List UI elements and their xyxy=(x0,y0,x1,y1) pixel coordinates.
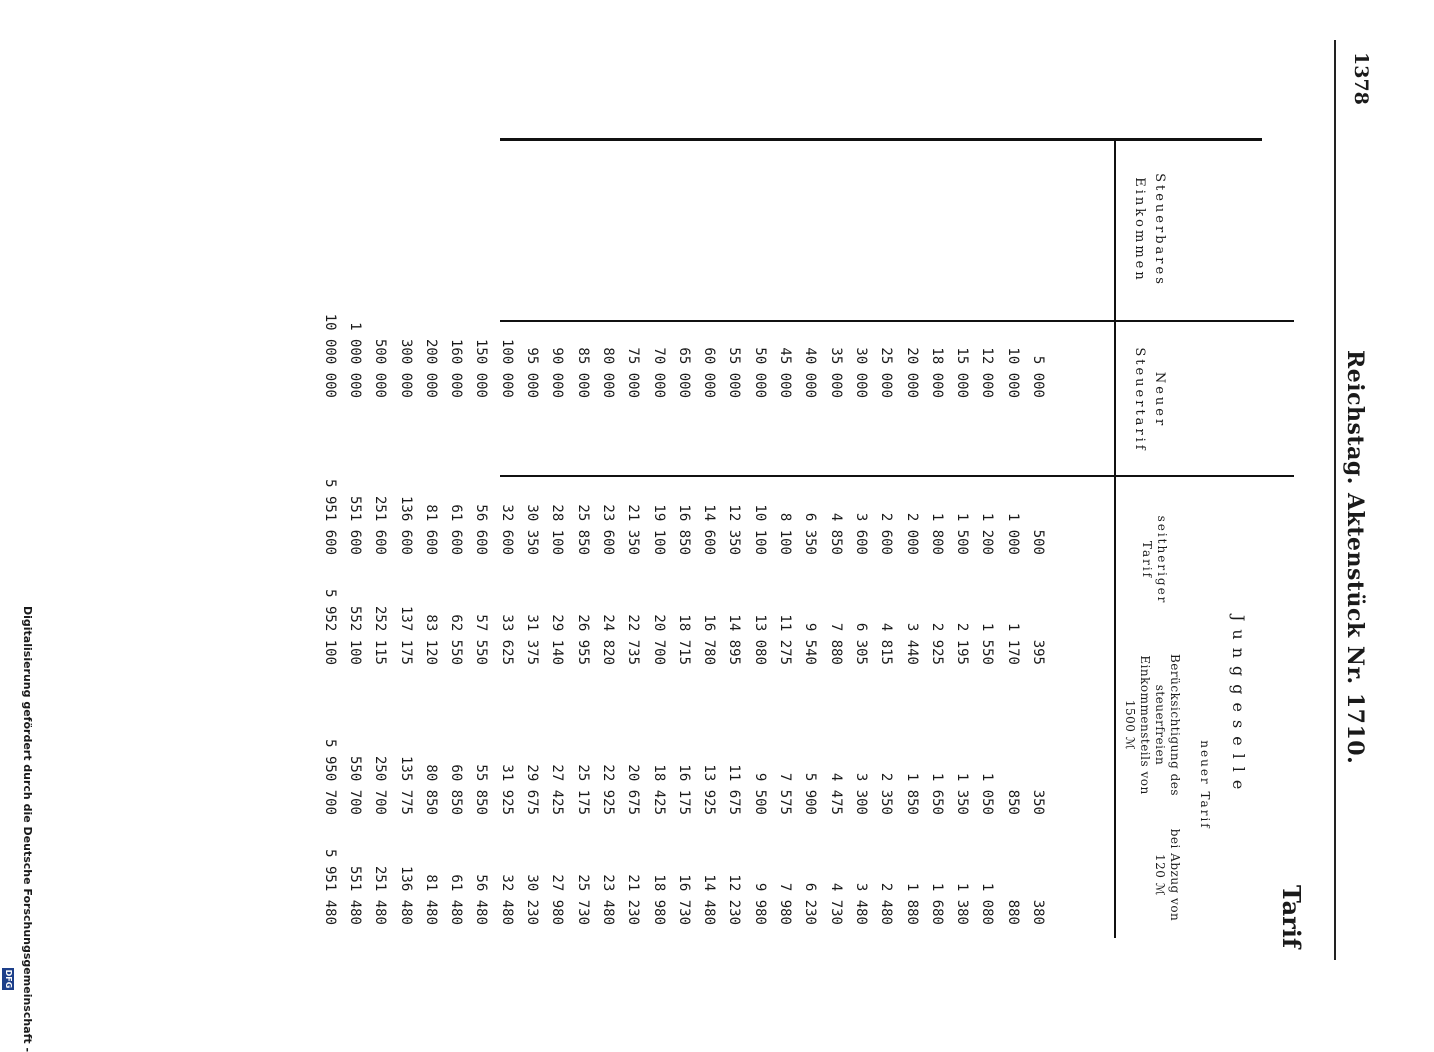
table-cell: 19 100 xyxy=(650,504,667,555)
table-cell: 14 600 xyxy=(701,504,718,555)
table-cell: 1 080 xyxy=(979,882,996,925)
table-cell: 136 600 xyxy=(397,495,414,555)
header-rule xyxy=(1334,40,1336,960)
table-row xyxy=(844,140,869,925)
table-cell: 50 000 xyxy=(751,347,768,398)
table-cell: 20 000 xyxy=(903,347,920,398)
table-cell: 1 650 xyxy=(928,772,945,815)
table-cell: 30 230 xyxy=(524,874,541,925)
table-row xyxy=(616,140,642,925)
group-heading: Junggeselle xyxy=(1229,615,1248,798)
table-cell: 12 000 xyxy=(979,347,996,398)
table-cell: 2 480 xyxy=(878,882,895,925)
table-cell: 1 380 xyxy=(954,882,971,925)
section-heading: Tarif xyxy=(1277,885,1306,949)
table-row xyxy=(641,140,667,925)
table-cell: 16 730 xyxy=(675,874,692,925)
table-cell: 23 600 xyxy=(599,504,616,555)
table-cell: 80 850 xyxy=(422,764,439,815)
table-row xyxy=(414,140,439,925)
table-row xyxy=(920,140,945,925)
table-cell: 2 000 xyxy=(903,512,920,555)
table-row xyxy=(439,140,465,925)
table-cell: 45 000 xyxy=(777,347,794,398)
table-row xyxy=(565,140,591,925)
table-cell: 9 500 xyxy=(751,772,768,815)
table-row xyxy=(970,140,996,925)
table-cell: 16 850 xyxy=(675,504,692,555)
table-cell: 95 000 xyxy=(524,347,541,398)
table-cell: 4 475 xyxy=(827,772,844,815)
table-cell: 1 000 xyxy=(1004,512,1021,555)
table-cell: 136 480 xyxy=(397,865,414,925)
table-row xyxy=(692,140,718,925)
table-cell: 21 350 xyxy=(625,504,642,555)
table-cell: 24 820 xyxy=(599,614,616,665)
table-cell: 60 850 xyxy=(448,764,465,815)
table-cell: 500 000 xyxy=(372,338,389,398)
table-cell: 251 480 xyxy=(372,865,389,925)
table-cell: 20 675 xyxy=(625,764,642,815)
table-row xyxy=(768,140,794,925)
table-cell: 80 000 xyxy=(599,347,616,398)
table-cell: 5 900 xyxy=(802,772,819,815)
table-cell: 395 xyxy=(1030,639,1046,665)
table-cell: 550 700 xyxy=(346,755,363,815)
table-cell: 70 000 xyxy=(650,347,667,398)
table-cell: 25 850 xyxy=(574,504,591,555)
table-cell: 2 350 xyxy=(878,772,895,815)
running-title: Reichstag. Aktenstück Nr. 1710. xyxy=(1342,350,1368,765)
table-row xyxy=(540,140,566,925)
table-cell: 1 350 xyxy=(954,772,971,815)
table-cell: 55 850 xyxy=(473,764,490,815)
table-cell: 551 480 xyxy=(346,865,363,925)
table-cell: 250 700 xyxy=(372,755,389,815)
header-new-tariff: Neuer Steuertarif xyxy=(1131,347,1167,453)
table-cell: 11 675 xyxy=(726,764,743,815)
table-cell: 18 715 xyxy=(675,614,692,665)
table-cell: 81 600 xyxy=(422,504,439,555)
table-row xyxy=(945,140,971,925)
table-cell: 1 680 xyxy=(928,882,945,925)
header-exempt-part: Berücksichtigung des steuerfreien Einkommensteils von 1500 ℳ xyxy=(1123,653,1182,797)
table-cell: 2 195 xyxy=(954,622,971,665)
header-new-tariff-group: neuer Tarif xyxy=(1198,740,1212,830)
table-row xyxy=(717,140,743,925)
table-cell: 850 xyxy=(1004,789,1021,815)
table-cell: 29 140 xyxy=(549,614,566,665)
table-cell: 35 000 xyxy=(827,347,844,398)
table-cell: 32 600 xyxy=(498,504,515,555)
table-cell: 56 480 xyxy=(473,874,490,925)
table-cell: 5 950 700 xyxy=(321,739,338,815)
table-cell: 1 800 xyxy=(928,512,945,555)
table-cell: 65 000 xyxy=(675,347,692,398)
table-cell: 251 600 xyxy=(372,495,389,555)
table-row xyxy=(818,140,844,925)
table-cell: 33 625 xyxy=(498,614,515,665)
table-cell: 1 550 xyxy=(979,622,996,665)
table-cell: 8 100 xyxy=(777,512,794,555)
table-cell: 1 000 000 xyxy=(346,322,363,398)
table-cell: 1 880 xyxy=(903,882,920,925)
table-row xyxy=(363,140,389,925)
table-cell: 7 575 xyxy=(777,772,794,815)
table-cell: 10 000 xyxy=(1004,347,1021,398)
table-cell: 100 000 xyxy=(498,338,515,398)
table-cell: 350 xyxy=(1030,789,1046,815)
table-row xyxy=(312,140,338,925)
table-cell: 29 675 xyxy=(524,764,541,815)
table-cell: 85 000 xyxy=(574,347,591,398)
table-cell: 23 480 xyxy=(599,874,616,925)
table-cell: 4 815 xyxy=(878,622,895,665)
table-cell: 160 000 xyxy=(448,338,465,398)
table-cell: 6 305 xyxy=(852,622,869,665)
table-cell: 18 980 xyxy=(650,874,667,925)
table-cell: 25 175 xyxy=(574,764,591,815)
table-cell: 2 925 xyxy=(928,622,945,665)
table-cell: 14 895 xyxy=(726,614,743,665)
table-cell: 26 955 xyxy=(574,614,591,665)
tariff-table-body xyxy=(312,140,1046,925)
table-cell: 380 xyxy=(1030,899,1046,925)
table-row xyxy=(464,140,490,925)
table-cell: 12 350 xyxy=(726,504,743,555)
table-cell: 55 000 xyxy=(726,347,743,398)
table-row xyxy=(338,140,363,925)
table-cell: 56 600 xyxy=(473,504,490,555)
table-row xyxy=(591,140,616,925)
table-cell: 6 350 xyxy=(802,512,819,555)
table-cell: 83 120 xyxy=(422,614,439,665)
table-cell: 31 925 xyxy=(498,764,515,815)
table-cell: 150 000 xyxy=(473,338,490,398)
table-row xyxy=(793,140,819,925)
table-row xyxy=(995,140,1021,925)
table-cell: 3 600 xyxy=(852,512,869,555)
table-cell: 12 230 xyxy=(726,874,743,925)
table-cell: 552 100 xyxy=(346,605,363,665)
table-cell: 1 500 xyxy=(954,512,971,555)
table-cell: 90 000 xyxy=(549,347,566,398)
table-cell: 10 000 000 xyxy=(321,313,338,398)
table-cell: 4 730 xyxy=(827,882,844,925)
table-cell: 7 980 xyxy=(777,882,794,925)
table-cell: 5 000 xyxy=(1030,355,1046,398)
table-cell: 62 550 xyxy=(448,614,465,665)
table-cell: 16 780 xyxy=(701,614,718,665)
table-row xyxy=(489,140,515,925)
table-cell: 30 000 xyxy=(852,347,869,398)
table-cell: 18 000 xyxy=(928,347,945,398)
table-cell: 20 700 xyxy=(650,614,667,665)
table-cell: 3 300 xyxy=(852,772,869,815)
table-cell: 5 951 480 xyxy=(321,849,338,925)
table-cell: 21 230 xyxy=(625,874,642,925)
page-number: 1378 xyxy=(1350,52,1372,105)
table-cell: 9 540 xyxy=(802,622,819,665)
header-income: Steuerbares Einkommen xyxy=(1131,173,1167,287)
table-cell: 11 275 xyxy=(777,614,794,665)
table-cell: 32 480 xyxy=(498,874,515,925)
dfg-credit: Digitalisierung gefördert durch die Deutsche Forschungsgemeinschaft - xyxy=(21,606,34,1052)
table-row xyxy=(515,140,541,925)
table-cell: 25 000 xyxy=(878,347,895,398)
table-cell: 61 600 xyxy=(448,504,465,555)
table-cell: 2 600 xyxy=(878,512,895,555)
table-cell: 60 000 xyxy=(701,347,718,398)
table-cell: 40 000 xyxy=(802,347,819,398)
table-cell: 200 000 xyxy=(422,338,439,398)
table-cell: 137 175 xyxy=(397,605,414,665)
table-row xyxy=(1021,140,1046,925)
table-cell: 25 730 xyxy=(574,874,591,925)
table-cell: 14 480 xyxy=(701,874,718,925)
table-cell: 27 425 xyxy=(549,764,566,815)
table-cell: 10 100 xyxy=(751,504,768,555)
table-cell: 57 550 xyxy=(473,614,490,665)
table-cell: 18 425 xyxy=(650,764,667,815)
table-cell: 551 600 xyxy=(346,495,363,555)
table-cell: 880 xyxy=(1004,899,1021,925)
table-cell: 81 480 xyxy=(422,874,439,925)
table-cell: 6 230 xyxy=(802,882,819,925)
table-cell: 7 880 xyxy=(827,622,844,665)
table-row xyxy=(894,140,920,925)
table-cell: 75 000 xyxy=(625,347,642,398)
table-row xyxy=(742,140,768,925)
table-cell: 4 850 xyxy=(827,512,844,555)
table-cell: 5 952 100 xyxy=(321,589,338,665)
table-cell: 3 480 xyxy=(852,882,869,925)
table-cell: 1 850 xyxy=(903,772,920,815)
table-cell: 15 000 xyxy=(954,347,971,398)
table-cell: 22 925 xyxy=(599,764,616,815)
table-cell: 500 xyxy=(1030,529,1046,555)
table-cell: 27 980 xyxy=(549,874,566,925)
table-cell: 300 000 xyxy=(397,338,414,398)
header-bottom-rule xyxy=(1114,138,1116,938)
table-cell: 135 775 xyxy=(397,755,414,815)
table-cell: 13 080 xyxy=(751,614,768,665)
table-cell: 252 115 xyxy=(372,605,389,665)
table-row xyxy=(869,140,895,925)
dfg-logo: DFG xyxy=(4,969,13,989)
table-cell: 22 735 xyxy=(625,614,642,665)
header-deduction: bei Abzug von 120 ℳ xyxy=(1153,828,1182,922)
table-cell: 30 350 xyxy=(524,504,541,555)
table-cell: 3 440 xyxy=(903,622,920,665)
table-cell: 1 050 xyxy=(979,772,996,815)
header-previous-tariff: seitheriger Tarif xyxy=(1140,515,1169,605)
table-row xyxy=(388,140,414,925)
table-cell: 31 375 xyxy=(524,614,541,665)
table-cell: 5 951 600 xyxy=(321,479,338,555)
table-cell: 9 980 xyxy=(751,882,768,925)
table-cell: 28 100 xyxy=(549,504,566,555)
table-cell: 13 925 xyxy=(701,764,718,815)
table-cell: 16 175 xyxy=(675,764,692,815)
table-cell: 61 480 xyxy=(448,874,465,925)
table-cell: 1 200 xyxy=(979,512,996,555)
table-cell: 1 170 xyxy=(1004,622,1021,665)
table-row xyxy=(667,140,692,925)
